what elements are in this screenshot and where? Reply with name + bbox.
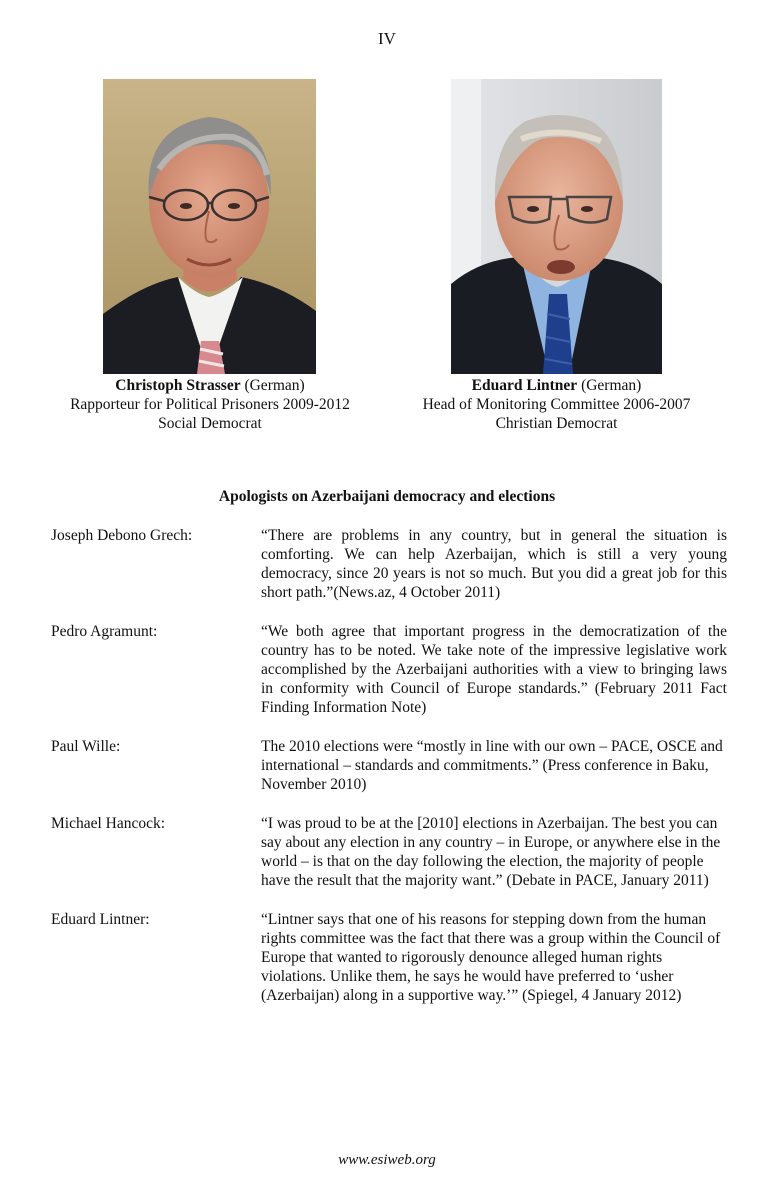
profile-nationality: (German) <box>577 377 642 394</box>
quote-entry <box>51 814 727 890</box>
page-number: IV <box>378 29 396 48</box>
profile-party: Christian Democrat <box>495 415 618 432</box>
quote-text: “We both agree that important progress in the democratization of the country has to be noted. We take note of the impressive legislative work accomplished by the Azerbaijani authorities with a view to bringing laws in conformity with Council of Europe standards.” (February 2011 Fact Finding Information Note) <box>261 623 727 716</box>
quote-speaker: Paul Wille: <box>51 738 121 755</box>
profile-name: Christoph Strasser <box>115 377 241 394</box>
profile-role: Rapporteur for Political Prisoners 2009-2012 <box>70 396 350 413</box>
quote-text: “I was proud to be at the [2010] elections in Azerbaijan. The best you can say about any election in any country – in Europe, or anywhere else in the world – is that on the day following the election, the majority of people have the result that the majority want.” (Debate in PACE, January 2011) <box>261 815 721 889</box>
profile-caption-lintner <box>405 376 708 433</box>
profile-name-line <box>405 376 708 395</box>
quote-list <box>51 526 727 1025</box>
portrait-photo-eduard-lintner <box>451 79 662 374</box>
quote-speaker: Joseph Debono Grech: <box>51 527 193 544</box>
footer-url: www.esiweb.org <box>338 1152 436 1168</box>
profile-nationality: (German) <box>240 377 305 394</box>
quote-entry <box>51 910 727 1005</box>
profile-name-line <box>60 376 360 395</box>
quote-speaker: Eduard Lintner: <box>51 911 150 928</box>
quote-entry <box>51 622 727 717</box>
section-heading: Apologists on Azerbaijani democracy and elections <box>218 488 556 505</box>
profile-caption-strasser <box>60 376 360 433</box>
quote-text: The 2010 elections were “mostly in line with our own – PACE, OSCE and international – standards and commitments.” (Press conference in Baku, November 2010) <box>261 738 723 793</box>
quote-entry <box>51 526 727 602</box>
quote-speaker: Pedro Agramunt: <box>51 623 158 640</box>
quote-entry <box>51 737 727 794</box>
profile-party: Social Democrat <box>158 415 262 432</box>
quote-text: “There are problems in any country, but in general the situation is comforting. We can help Azerbaijan, which is still a very young democracy, since 20 years is not so much. But you did a great job for this short path.”(News.az, 4 October 2011) <box>261 527 727 601</box>
portrait-photo-christoph-strasser <box>103 79 316 374</box>
profile-role: Head of Monitoring Committee 2006-2007 <box>422 396 691 413</box>
profile-name: Eduard Lintner <box>471 377 578 394</box>
quote-text: “Lintner says that one of his reasons for stepping down from the human rights committee was the fact that there was a group within the Council of Europe that wanted to rigorously denounce alleged human rights violations. Unlike them, he says he would have preferred to ‘usher (Azerbaijan) along in a supportive way.’” (Spiegel, 4 January 2012) <box>261 911 721 1004</box>
quote-speaker: Michael Hancock: <box>51 815 166 832</box>
